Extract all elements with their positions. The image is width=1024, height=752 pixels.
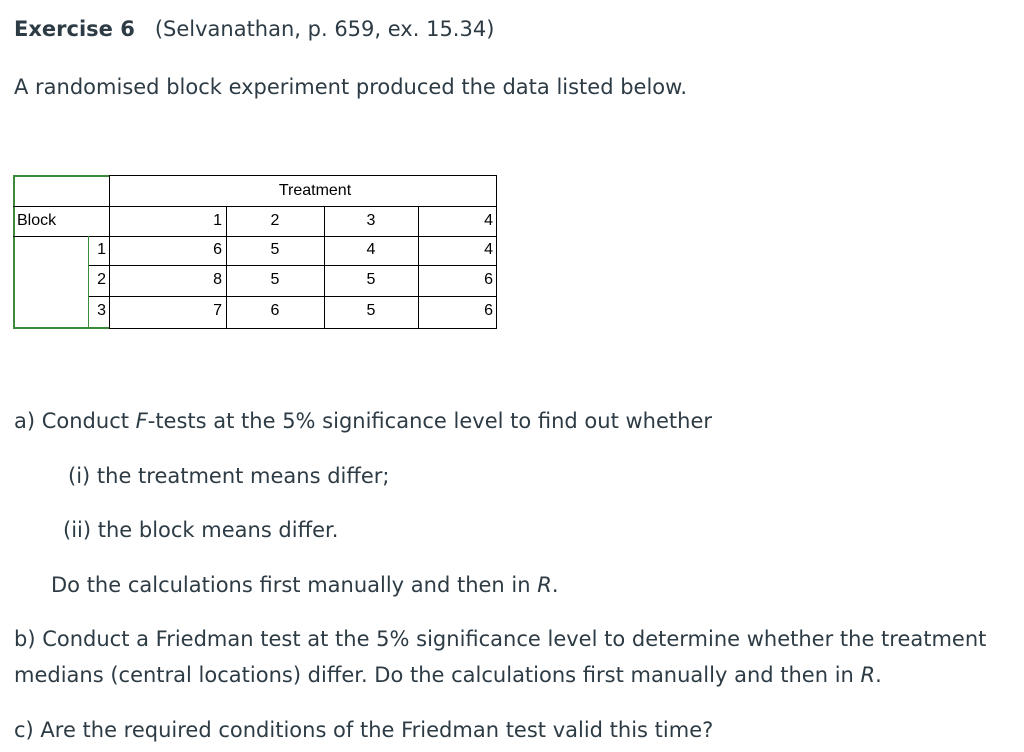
table-cell: 6	[270, 302, 280, 319]
table-cell: 4	[484, 241, 493, 258]
table-cell: 5	[366, 271, 376, 288]
block-label: 3	[97, 302, 106, 319]
treatment-header: Treatment	[278, 182, 352, 199]
question-a-i: (i) the treatment means differ;	[68, 464, 390, 488]
treatment-label: 1	[213, 212, 222, 229]
table-cell: 6	[484, 302, 493, 319]
question-a-ii: (ii) the block means differ.	[63, 518, 339, 542]
table-cell: 8	[213, 271, 222, 288]
block-label: 1	[97, 241, 106, 258]
question-a-calc: Do the calculations first manually and then in R.	[51, 573, 559, 597]
exercise-heading	[14, 17, 494, 41]
table-cell: 5	[270, 271, 280, 288]
table-cell: 7	[213, 302, 222, 319]
treatment-label: 2	[270, 212, 280, 229]
table-cell: 5	[366, 302, 376, 319]
table-cell: 5	[270, 241, 280, 258]
question-b: b) Conduct a Friedman test at the 5% significance level to determine whether the treatment medians (central locations) differ. Do the calculations first manually and then in R.	[14, 627, 987, 687]
question-a: a) Conduct F-tests at the 5% significance level to find out whether	[14, 409, 713, 433]
block-header: Block	[17, 212, 57, 229]
table-cell: 6	[213, 241, 222, 258]
exercise-label: Exercise 6	[14, 17, 135, 41]
table-cell: 6	[484, 271, 493, 288]
exercise-source: (Selvanathan, p. 659, ex. 15.34)	[154, 17, 495, 41]
treatment-label: 3	[366, 212, 376, 229]
block-label: 2	[97, 271, 106, 288]
question-c: c) Are the required conditions of the Friedman test valid this time?	[14, 718, 714, 742]
table-cell: 4	[366, 241, 376, 258]
treatment-label: 4	[484, 212, 493, 229]
intro-text: A randomised block experiment produced the data listed below.	[14, 75, 688, 99]
data-table	[13, 175, 497, 329]
